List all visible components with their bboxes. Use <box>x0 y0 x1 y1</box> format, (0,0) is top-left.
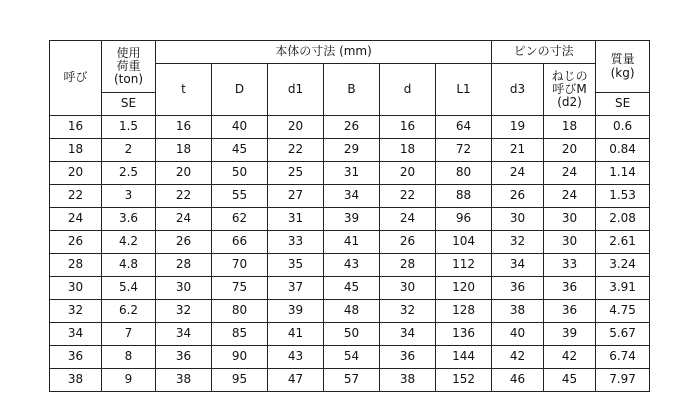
cell-B: 34 <box>324 185 380 208</box>
cell-L1: 80 <box>436 162 492 185</box>
cell-d1: 37 <box>268 277 324 300</box>
cell-d: 24 <box>380 208 436 231</box>
table-body <box>50 116 650 392</box>
cell-call: 38 <box>50 369 102 392</box>
cell-t: 34 <box>156 323 212 346</box>
cell-t: 22 <box>156 185 212 208</box>
cell-call: 18 <box>50 139 102 162</box>
cell-D: 75 <box>212 277 268 300</box>
cell-d3: 42 <box>492 346 544 369</box>
cell-call: 20 <box>50 162 102 185</box>
cell-D: 40 <box>212 116 268 139</box>
cell-L1: 120 <box>436 277 492 300</box>
header-load-se: SE <box>102 93 156 116</box>
table-row <box>50 162 650 185</box>
cell-d: 32 <box>380 300 436 323</box>
cell-pin-thread: 45 <box>544 369 596 392</box>
cell-D: 70 <box>212 254 268 277</box>
cell-B: 48 <box>324 300 380 323</box>
header-mass-line2: (kg) <box>610 65 635 80</box>
cell-pin-thread: 39 <box>544 323 596 346</box>
table-row <box>50 116 650 139</box>
cell-load: 7 <box>102 323 156 346</box>
cell-call: 26 <box>50 231 102 254</box>
cell-call: 32 <box>50 300 102 323</box>
cell-D: 90 <box>212 346 268 369</box>
cell-t: 18 <box>156 139 212 162</box>
header-call: 呼び <box>50 41 102 116</box>
table-row <box>50 185 650 208</box>
cell-call: 30 <box>50 277 102 300</box>
cell-load: 4.8 <box>102 254 156 277</box>
cell-L1: 128 <box>436 300 492 323</box>
cell-d3: 30 <box>492 208 544 231</box>
header-load <box>102 41 156 93</box>
table-row <box>50 254 650 277</box>
cell-d: 38 <box>380 369 436 392</box>
cell-d: 28 <box>380 254 436 277</box>
header-body-dimensions: 本体の寸法 (mm) <box>156 41 492 64</box>
cell-d: 18 <box>380 139 436 162</box>
cell-B: 50 <box>324 323 380 346</box>
cell-mass: 5.67 <box>596 323 650 346</box>
cell-d1: 41 <box>268 323 324 346</box>
cell-d3: 38 <box>492 300 544 323</box>
cell-pin-thread: 33 <box>544 254 596 277</box>
header-pin-thread-line3: (d2) <box>557 95 582 110</box>
cell-d3: 26 <box>492 185 544 208</box>
header-mass <box>596 41 650 93</box>
table-row <box>50 231 650 254</box>
cell-L1: 64 <box>436 116 492 139</box>
table-header <box>50 41 650 116</box>
cell-L1: 72 <box>436 139 492 162</box>
cell-call: 28 <box>50 254 102 277</box>
cell-mass: 0.6 <box>596 116 650 139</box>
cell-call: 34 <box>50 323 102 346</box>
cell-pin-thread: 36 <box>544 277 596 300</box>
cell-B: 29 <box>324 139 380 162</box>
cell-t: 38 <box>156 369 212 392</box>
cell-d1: 20 <box>268 116 324 139</box>
cell-load: 2 <box>102 139 156 162</box>
cell-d3: 40 <box>492 323 544 346</box>
cell-L1: 136 <box>436 323 492 346</box>
cell-d3: 24 <box>492 162 544 185</box>
cell-d1: 27 <box>268 185 324 208</box>
cell-D: 55 <box>212 185 268 208</box>
cell-call: 36 <box>50 346 102 369</box>
cell-B: 31 <box>324 162 380 185</box>
header-load-line3: (ton) <box>113 72 143 87</box>
header-pin-thread <box>544 64 596 116</box>
cell-call: 24 <box>50 208 102 231</box>
cell-D: 95 <box>212 369 268 392</box>
cell-load: 3 <box>102 185 156 208</box>
header-D: D <box>212 64 268 116</box>
cell-load: 6.2 <box>102 300 156 323</box>
cell-B: 39 <box>324 208 380 231</box>
cell-call: 16 <box>50 116 102 139</box>
header-pin-dimensions: ピンの寸法 <box>492 41 596 64</box>
cell-L1: 88 <box>436 185 492 208</box>
header-pin-thread-line2: 呼びM <box>552 81 587 96</box>
cell-load: 9 <box>102 369 156 392</box>
header-load-line2: 荷重 <box>116 58 141 73</box>
cell-D: 80 <box>212 300 268 323</box>
cell-load: 5.4 <box>102 277 156 300</box>
header-L1: L1 <box>436 64 492 116</box>
cell-B: 57 <box>324 369 380 392</box>
cell-pin-thread: 20 <box>544 139 596 162</box>
cell-mass: 7.97 <box>596 369 650 392</box>
cell-d1: 47 <box>268 369 324 392</box>
cell-mass: 3.24 <box>596 254 650 277</box>
cell-load: 2.5 <box>102 162 156 185</box>
cell-d1: 31 <box>268 208 324 231</box>
cell-B: 45 <box>324 277 380 300</box>
cell-pin-thread: 18 <box>544 116 596 139</box>
cell-B: 43 <box>324 254 380 277</box>
cell-mass: 1.53 <box>596 185 650 208</box>
cell-pin-thread: 30 <box>544 208 596 231</box>
table-row <box>50 208 650 231</box>
cell-d1: 33 <box>268 231 324 254</box>
table-row <box>50 277 650 300</box>
cell-mass: 0.84 <box>596 139 650 162</box>
cell-d3: 32 <box>492 231 544 254</box>
cell-d: 30 <box>380 277 436 300</box>
cell-t: 16 <box>156 116 212 139</box>
cell-load: 3.6 <box>102 208 156 231</box>
header-d: d <box>380 64 436 116</box>
cell-d1: 25 <box>268 162 324 185</box>
cell-t: 24 <box>156 208 212 231</box>
cell-pin-thread: 36 <box>544 300 596 323</box>
cell-mass: 2.61 <box>596 231 650 254</box>
cell-L1: 104 <box>436 231 492 254</box>
header-t: t <box>156 64 212 116</box>
cell-t: 28 <box>156 254 212 277</box>
header-d3: d3 <box>492 64 544 116</box>
cell-B: 54 <box>324 346 380 369</box>
cell-L1: 144 <box>436 346 492 369</box>
header-pin-thread-line1: ねじの <box>551 68 588 83</box>
cell-t: 36 <box>156 346 212 369</box>
cell-d3: 46 <box>492 369 544 392</box>
cell-d: 26 <box>380 231 436 254</box>
cell-d3: 21 <box>492 139 544 162</box>
cell-mass: 3.91 <box>596 277 650 300</box>
spec-table <box>49 40 650 392</box>
header-B: B <box>324 64 380 116</box>
cell-d1: 43 <box>268 346 324 369</box>
cell-d: 36 <box>380 346 436 369</box>
cell-D: 62 <box>212 208 268 231</box>
table-row <box>50 323 650 346</box>
cell-d: 22 <box>380 185 436 208</box>
header-load-line1: 使用 <box>116 45 141 60</box>
cell-mass: 2.08 <box>596 208 650 231</box>
cell-t: 30 <box>156 277 212 300</box>
cell-load: 8 <box>102 346 156 369</box>
cell-mass: 1.14 <box>596 162 650 185</box>
cell-d: 34 <box>380 323 436 346</box>
cell-L1: 152 <box>436 369 492 392</box>
cell-mass: 6.74 <box>596 346 650 369</box>
table-row <box>50 369 650 392</box>
header-mass-line1: 質量 <box>610 52 635 67</box>
cell-d1: 39 <box>268 300 324 323</box>
header-d1: d1 <box>268 64 324 116</box>
cell-mass: 4.75 <box>596 300 650 323</box>
cell-call: 22 <box>50 185 102 208</box>
cell-D: 85 <box>212 323 268 346</box>
cell-d3: 36 <box>492 277 544 300</box>
table-row <box>50 139 650 162</box>
cell-B: 26 <box>324 116 380 139</box>
cell-t: 32 <box>156 300 212 323</box>
cell-D: 45 <box>212 139 268 162</box>
cell-pin-thread: 24 <box>544 185 596 208</box>
cell-L1: 112 <box>436 254 492 277</box>
cell-d: 20 <box>380 162 436 185</box>
cell-t: 20 <box>156 162 212 185</box>
cell-d1: 22 <box>268 139 324 162</box>
table-row <box>50 346 650 369</box>
cell-B: 41 <box>324 231 380 254</box>
cell-pin-thread: 24 <box>544 162 596 185</box>
cell-pin-thread: 30 <box>544 231 596 254</box>
cell-load: 1.5 <box>102 116 156 139</box>
table-row <box>50 300 650 323</box>
cell-L1: 96 <box>436 208 492 231</box>
cell-load: 4.2 <box>102 231 156 254</box>
cell-d: 16 <box>380 116 436 139</box>
header-mass-se: SE <box>596 93 650 116</box>
cell-D: 66 <box>212 231 268 254</box>
cell-pin-thread: 42 <box>544 346 596 369</box>
cell-t: 26 <box>156 231 212 254</box>
cell-D: 50 <box>212 162 268 185</box>
cell-d3: 19 <box>492 116 544 139</box>
cell-d3: 34 <box>492 254 544 277</box>
cell-d1: 35 <box>268 254 324 277</box>
